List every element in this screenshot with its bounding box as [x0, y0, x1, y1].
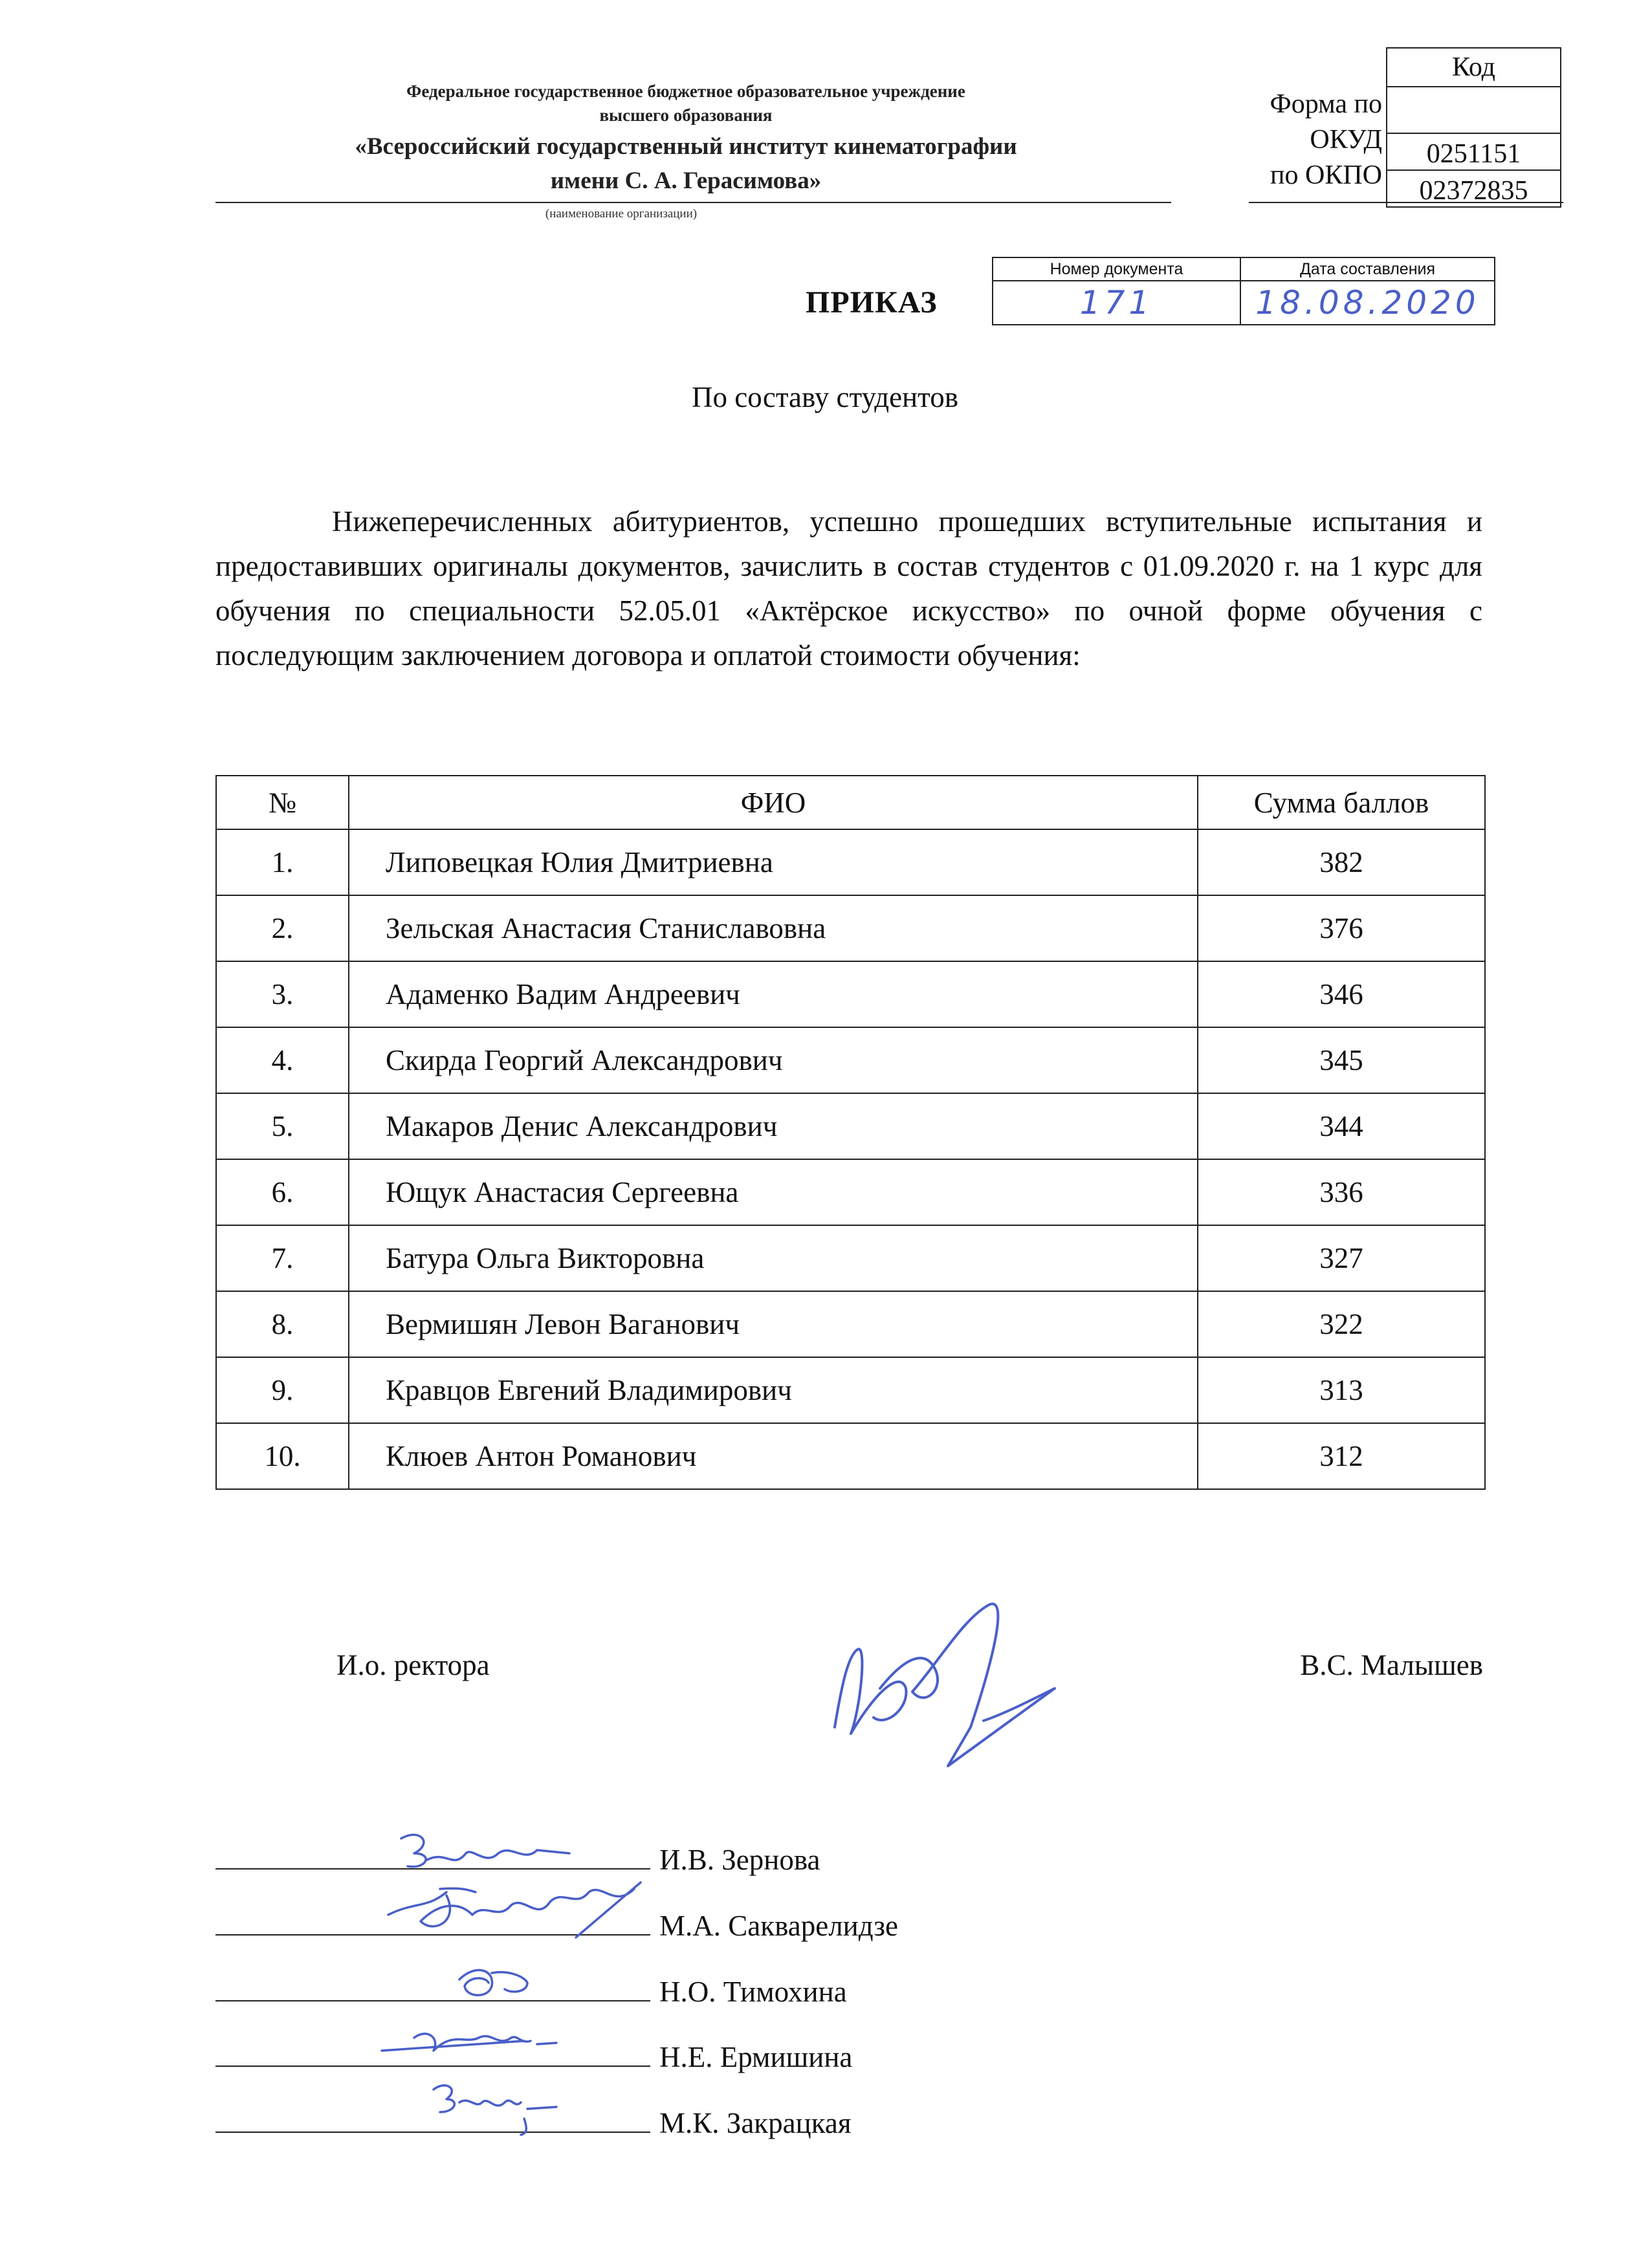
row-num: 9.: [216, 1357, 349, 1423]
approval-name: М.К. Закрацкая: [659, 2107, 852, 2139]
row-score: 344: [1198, 1093, 1485, 1159]
table-row: [216, 829, 1485, 895]
row-score: 382: [1198, 829, 1485, 895]
row-name-cell: [349, 895, 1198, 961]
approval-name: Н.Е. Ермишина: [659, 2041, 853, 2073]
row-num: 6.: [216, 1159, 349, 1225]
rector-signature: [796, 1578, 1081, 1772]
row-num: 4.: [216, 1027, 349, 1093]
table-row: [216, 1423, 1485, 1489]
row-name-cell: [349, 1159, 1198, 1225]
row-name-cell: [349, 1093, 1198, 1159]
codes-header: Код: [1387, 48, 1561, 87]
approval-name: Н.О. Тимохина: [659, 1976, 847, 2008]
row-name-cell: [349, 1423, 1198, 1489]
row-num: 1.: [216, 829, 349, 895]
row-score: 327: [1198, 1225, 1485, 1291]
row-score: 376: [1198, 895, 1485, 961]
row-name: Липовецкая Юлия Дмитриевна: [386, 846, 773, 878]
table-row: [216, 1225, 1485, 1291]
code-labels: [1191, 87, 1382, 193]
row-name: Клюев Антон Романович: [386, 1440, 697, 1472]
row-num: 10.: [216, 1423, 349, 1489]
org-name-line1: Федеральное государственное бюджетное образовательное учреждение: [406, 82, 965, 101]
header-num: №: [216, 776, 349, 829]
row-name: Адаменко Вадим Андреевич: [386, 978, 740, 1010]
table-row: [216, 1357, 1485, 1423]
org-name-line2: высшего образования: [599, 105, 773, 125]
row-score: 346: [1198, 961, 1485, 1027]
doc-number-header: Номер документа: [993, 257, 1240, 281]
label-okpo: по ОКПО: [1270, 160, 1382, 190]
org-caption: (наименование организации): [545, 207, 698, 221]
table-row: [216, 1159, 1485, 1225]
codes-table: [1386, 47, 1561, 208]
approval-name: М.А. Сакварелидзе: [659, 1910, 898, 1942]
row-score: 312: [1198, 1423, 1485, 1489]
row-name: Зельская Анастасия Станиславовна: [386, 912, 826, 944]
row-name: Ющук Анастасия Сергеевна: [386, 1176, 739, 1208]
header-score: Сумма баллов: [1198, 776, 1485, 829]
table-row: [216, 895, 1485, 961]
row-name-cell: [349, 961, 1198, 1027]
row-name: Кравцов Евгений Владимирович: [386, 1374, 792, 1406]
codes-underline: [1249, 202, 1563, 203]
org-underline: [215, 202, 1171, 203]
row-score: 345: [1198, 1027, 1485, 1093]
okud-value: 0251151: [1387, 133, 1561, 170]
doc-number-cell: [993, 281, 1240, 325]
document-subject: По составу студентов: [692, 381, 958, 413]
table-row: [216, 1291, 1485, 1357]
row-num: 5.: [216, 1093, 349, 1159]
header-name: ФИО: [349, 776, 1198, 829]
row-name-cell: [349, 1291, 1198, 1357]
codes-forma-cell: [1387, 87, 1561, 133]
table-row: [216, 1027, 1485, 1093]
approval-name: И.В. Зернова: [659, 1844, 820, 1876]
signatory-name: В.С. Малышев: [1300, 1649, 1483, 1681]
row-name-cell: [349, 829, 1198, 895]
row-name: Батура Ольга Викторовна: [386, 1242, 705, 1274]
students-table: [215, 775, 1486, 1490]
document-type: ПРИКАЗ: [806, 285, 938, 320]
doc-date: 18.08.2020: [1255, 284, 1480, 322]
row-name: Макаров Денис Александрович: [386, 1110, 778, 1142]
row-score: 336: [1198, 1159, 1485, 1225]
row-name: Скирда Георгий Александрович: [386, 1044, 783, 1076]
row-num: 8.: [216, 1291, 349, 1357]
table-row: [216, 1093, 1485, 1159]
doc-date-cell: [1240, 281, 1495, 325]
row-name: Вермишян Левон Ваганович: [386, 1308, 740, 1340]
document-id-table: [992, 257, 1495, 325]
body-paragraph: [215, 499, 1482, 678]
approval-signatures: [362, 1824, 660, 2174]
doc-date-header: Дата составления: [1240, 257, 1495, 281]
row-num: 3.: [216, 961, 349, 1027]
label-okud: ОКУД: [1310, 125, 1382, 155]
row-num: 7.: [216, 1225, 349, 1291]
paragraph-text: Нижеперечисленных абитуриентов, успешно прошедших вступительные испытания и предоставивших оригиналы документов, зачислить в состав студентов с 01.09.2020 г. на 1 курс для обучения по специальности 52.05.01 «Актёрское искусство» по очной форме обучения с последующим заключением договора и оплатой стоимости обучения:: [215, 505, 1482, 671]
row-num: 2.: [216, 895, 349, 961]
row-name-cell: [349, 1225, 1198, 1291]
row-name-cell: [349, 1357, 1198, 1423]
okpo-value: 02372835: [1387, 170, 1561, 207]
label-forma: Форма по: [1270, 89, 1382, 119]
signatory-title: И.о. ректора: [336, 1649, 490, 1681]
row-score: 322: [1198, 1291, 1485, 1357]
row-name-cell: [349, 1027, 1198, 1093]
doc-number: 171: [1079, 284, 1154, 322]
table-row: [216, 961, 1485, 1027]
row-score: 313: [1198, 1357, 1485, 1423]
org-name-line4: имени С. А. Герасимова»: [550, 168, 822, 194]
org-name-line3: «Всероссийский государственный институт кинематографии: [355, 133, 1017, 160]
